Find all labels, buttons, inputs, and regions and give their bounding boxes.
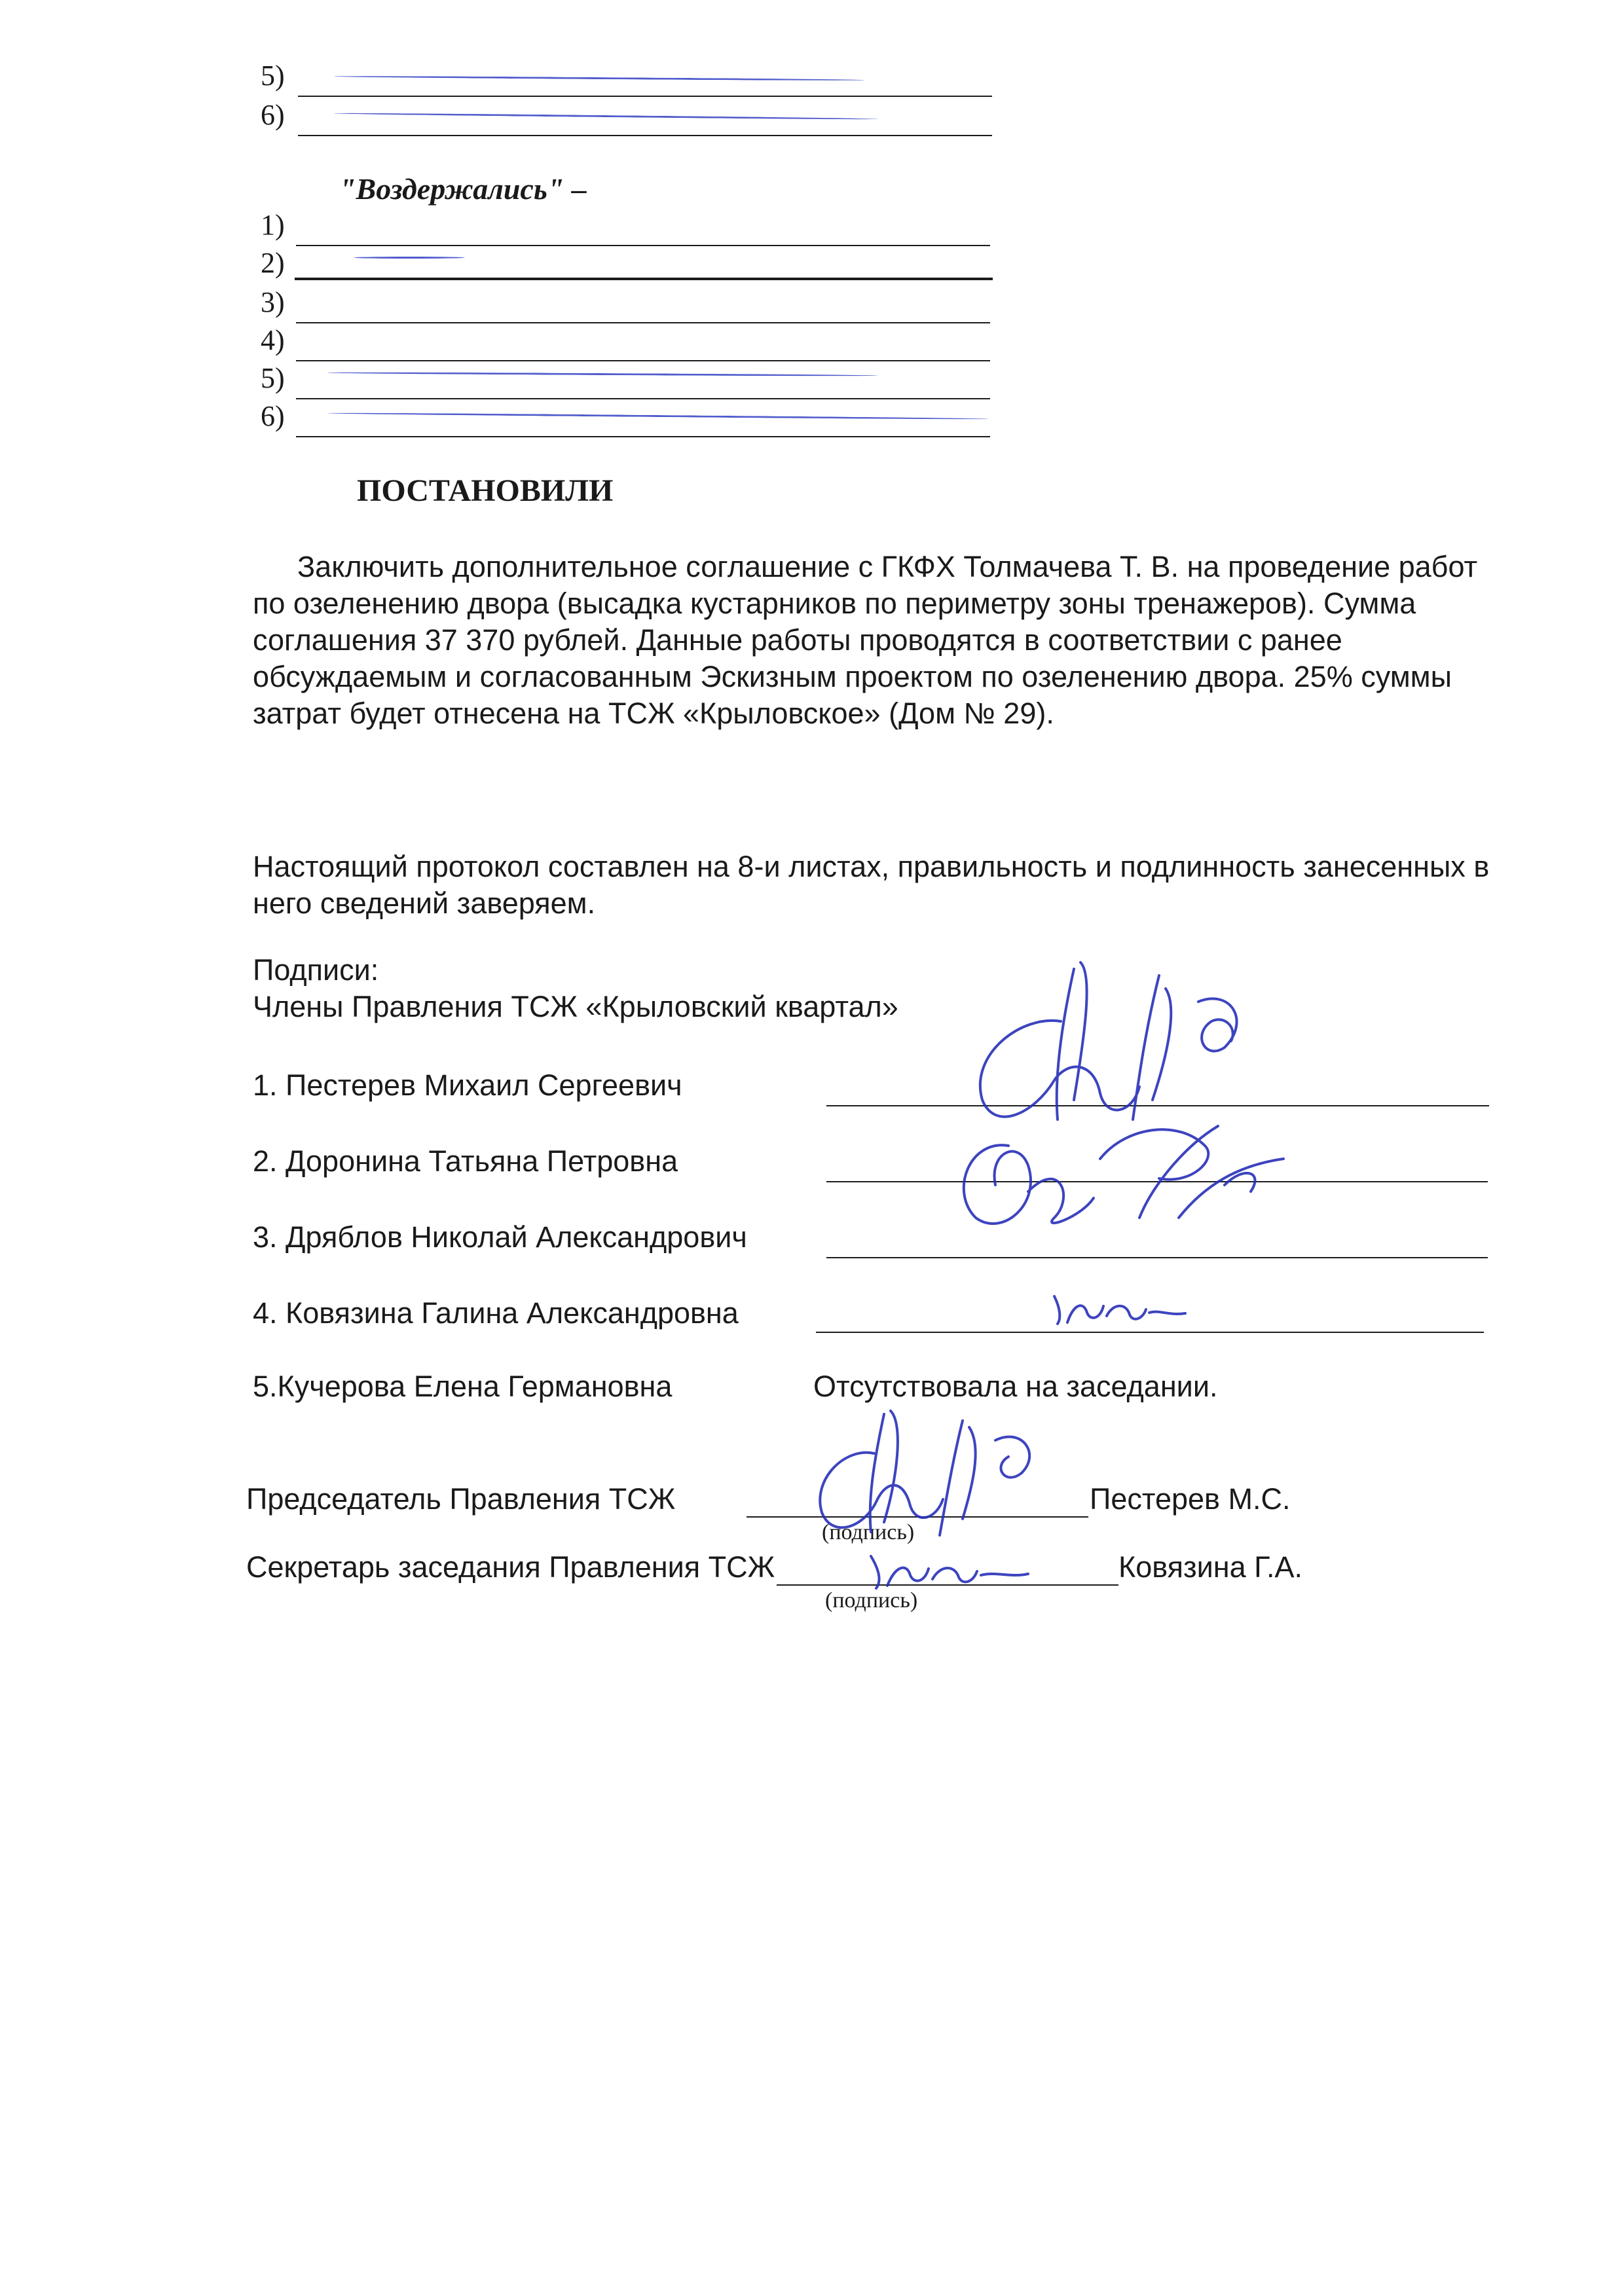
list-number: 6) [261, 400, 285, 432]
member-name: 3. Дряблов Николай Александрович [253, 1220, 747, 1254]
member-name: 2. Доронина Татьяна Петровна [253, 1144, 678, 1178]
handwritten-signature [1048, 1283, 1192, 1329]
signature-line [816, 1332, 1484, 1333]
abstained-heading: "Воздержались" – [339, 172, 587, 206]
blank-line [296, 398, 990, 399]
list-number: 3) [261, 286, 285, 318]
paragraph-line: Настоящий протокол составлен на 8-и листах, правильность и подлинность занесенных в [253, 850, 1490, 883]
secretary-name: Ковязина Г.А. [1118, 1550, 1303, 1584]
signature-caption: (подпись) [822, 1520, 915, 1544]
pen-stroke [334, 75, 864, 81]
signature-line [826, 1257, 1488, 1258]
paragraph-line: Заключить дополнительное соглашение с ГКФХ Толмачева Т. В. на проведение работ [297, 550, 1478, 583]
list-number: 5) [261, 362, 285, 394]
blank-line [296, 245, 990, 246]
signatures-label: Подписи: [253, 953, 379, 987]
list-number: 1) [261, 209, 285, 241]
pen-stroke [334, 113, 877, 120]
paragraph-line: обсуждаемым и согласованным Эскизным проектом по озеленению двора. 25% суммы [253, 660, 1452, 693]
blank-line [298, 96, 992, 97]
member-name: 1. Пестерев Михаил Сергеевич [253, 1068, 682, 1102]
list-number: 2) [261, 247, 285, 279]
handwritten-signature [943, 1087, 1310, 1237]
secretary-title: Секретарь заседания Правления ТСЖ [246, 1550, 775, 1584]
resolved-heading: ПОСТАНОВИЛИ [357, 473, 614, 508]
list-number: 5) [261, 60, 285, 92]
board-label: Члены Правления ТСЖ «Крыловский квартал» [253, 990, 898, 1023]
paragraph-line: него сведений заверяем. [253, 886, 596, 920]
paragraph-line: затрат будет отнесена на ТСЖ «Крыловское» (Дом № 29). [253, 697, 1054, 730]
member-name: 4. Ковязина Галина Александровна [253, 1296, 739, 1330]
blank-line [296, 322, 990, 323]
pen-stroke [327, 412, 989, 420]
paragraph-line: по озеленению двора (высадка кустарников по периметру зоны тренажеров). Сумма [253, 587, 1416, 620]
pen-stroke [354, 257, 465, 259]
paragraph-line: соглашения 37 370 рублей. Данные работы проводятся в соответствии с ранее [253, 623, 1342, 657]
blank-line [298, 135, 992, 136]
certification-text [253, 848, 1582, 922]
handwritten-signature [805, 1401, 1080, 1545]
chairman-title: Председатель Правления ТСЖ [246, 1482, 676, 1516]
list-number: 6) [261, 99, 285, 131]
handwritten-signature [864, 1546, 1035, 1592]
pen-stroke [327, 372, 877, 376]
list-number: 4) [261, 324, 285, 356]
blank-line [296, 360, 990, 361]
member-name: 5.Кучерова Елена Германовна [253, 1370, 673, 1403]
chairman-name: Пестерев М.С. [1090, 1482, 1291, 1516]
signature-caption: (подпись) [825, 1588, 918, 1613]
blank-line [295, 278, 993, 280]
blank-line [296, 436, 990, 437]
resolved-text [253, 549, 1562, 732]
absence-note: Отсутствовала на заседании. [813, 1370, 1218, 1403]
